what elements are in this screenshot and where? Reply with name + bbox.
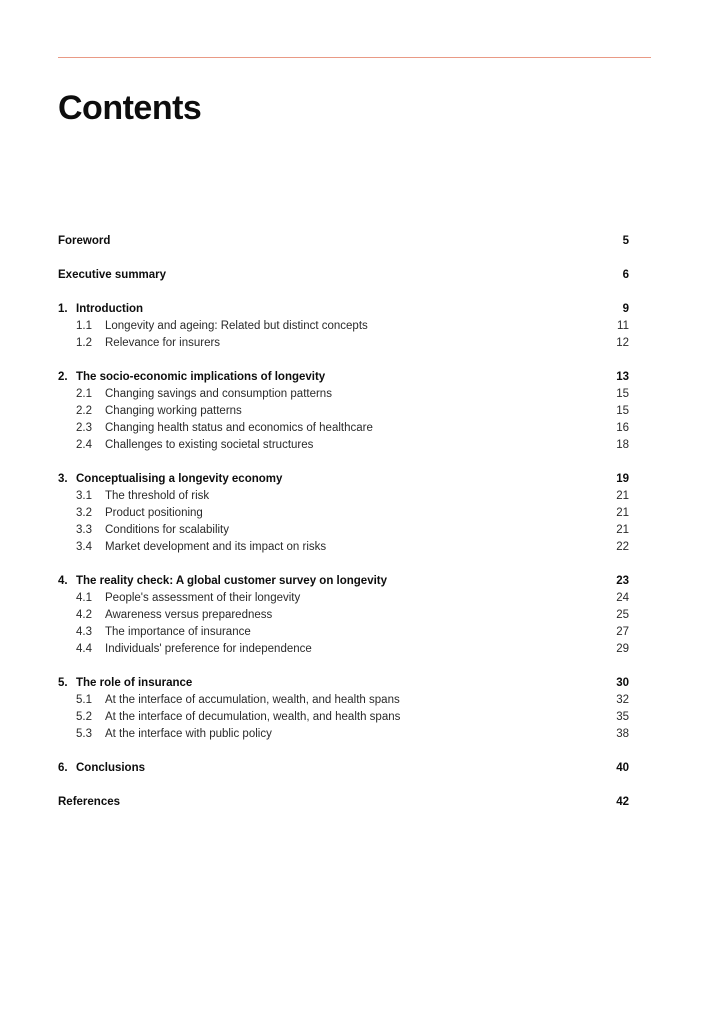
toc-subsection-page: 29 (616, 643, 629, 655)
header-rule (58, 57, 651, 58)
toc-subsection-4-1[interactable] (58, 590, 629, 607)
toc-subsection-number: 2.2 (76, 405, 92, 417)
toc-subsection-number: 4.4 (76, 643, 92, 655)
toc-subsection-number: 3.3 (76, 524, 92, 536)
toc-section-label: Conceptualising a longevity economy (76, 473, 283, 485)
toc-section-page: 40 (616, 762, 629, 774)
toc-subsection-number: 3.1 (76, 490, 92, 502)
toc-section-page: 13 (616, 371, 629, 383)
toc-subsection-4-2[interactable] (58, 607, 629, 624)
toc-subsection-4-3[interactable] (58, 624, 629, 641)
toc-section-page: 19 (616, 473, 629, 485)
toc-subsection-label: At the interface of decumulation, wealth, and health spans (105, 711, 401, 723)
toc-section-1[interactable] (58, 301, 629, 318)
toc-subsection-number: 3.2 (76, 507, 92, 519)
toc-section-number: 6. (58, 762, 68, 774)
toc-subsection-number: 4.3 (76, 626, 92, 638)
toc-section-label: Conclusions (76, 762, 146, 774)
toc-subsection-label: Changing working patterns (105, 405, 242, 417)
toc-entry-page: 5 (622, 235, 629, 247)
toc-subsection-page: 32 (616, 694, 629, 706)
toc-subsection-label: The threshold of risk (105, 490, 210, 502)
toc-section-label: The reality check: A global customer survey on longevity (76, 575, 388, 587)
toc-subsection-number: 2.1 (76, 388, 92, 400)
toc-section-number: 2. (58, 371, 68, 383)
toc-section-page: 30 (616, 677, 629, 689)
toc-section-label: Introduction (76, 303, 144, 315)
toc-subsection-5-2[interactable] (58, 709, 629, 726)
toc-subsection-2-2[interactable] (58, 403, 629, 420)
toc-subsection-3-1[interactable] (58, 488, 629, 505)
toc-entry-page: 42 (616, 796, 629, 808)
toc-subsection-3-3[interactable] (58, 522, 629, 539)
toc-entry-foreword[interactable] (58, 233, 629, 250)
toc-subsection-2-1[interactable] (58, 386, 629, 403)
toc-subsection-3-4[interactable] (58, 539, 629, 556)
toc-subsection-label: At the interface of accumulation, wealth, and health spans (105, 694, 400, 706)
toc-subsection-5-1[interactable] (58, 692, 629, 709)
toc-subsection-number: 5.1 (76, 694, 92, 706)
toc-subsection-page: 21 (616, 490, 629, 502)
toc-entry-references[interactable] (58, 794, 629, 811)
toc-section-label: The role of insurance (76, 677, 193, 689)
toc-entry-label: Foreword (58, 235, 111, 247)
toc-subsection-label: At the interface with public policy (105, 728, 272, 740)
toc-subsection-number: 3.4 (76, 541, 92, 553)
toc-subsection-page: 16 (616, 422, 629, 434)
toc-subsection-number: 5.3 (76, 728, 92, 740)
toc-section-number: 1. (58, 303, 68, 315)
toc-subsection-page: 18 (616, 439, 629, 451)
toc-subsection-2-3[interactable] (58, 420, 629, 437)
toc-section-number: 4. (58, 575, 68, 587)
toc-sections (58, 301, 629, 794)
toc-section-number: 3. (58, 473, 68, 485)
toc-subsection-label: People's assessment of their longevity (105, 592, 301, 604)
toc-subsection-5-3[interactable] (58, 726, 629, 743)
page-title: Contents (58, 89, 202, 127)
toc-subsection-page: 11 (617, 320, 629, 332)
toc-subsection-page: 22 (616, 541, 629, 553)
toc-section-5[interactable] (58, 675, 629, 692)
toc-section-page: 23 (616, 575, 629, 587)
toc-subsection-label: Relevance for insurers (105, 337, 221, 349)
toc-subsection-2-4[interactable] (58, 437, 629, 454)
toc-subsection-page: 27 (616, 626, 629, 638)
toc-section-4[interactable] (58, 573, 629, 590)
toc-subsection-3-2[interactable] (58, 505, 629, 522)
toc-subsection-number: 2.4 (76, 439, 92, 451)
toc-subsection-label: Product positioning (105, 507, 203, 519)
toc-subsection-label: The importance of insurance (105, 626, 251, 638)
toc-subsection-page: 15 (616, 405, 629, 417)
toc-entry-label: Executive summary (58, 269, 167, 281)
table-of-contents (58, 233, 629, 811)
toc-subsection-label: Awareness versus preparedness (105, 609, 273, 621)
toc-entry-page: 6 (622, 269, 629, 281)
toc-subsection-page: 21 (616, 524, 629, 536)
toc-entry-label: References (58, 796, 121, 808)
toc-subsection-number: 5.2 (76, 711, 92, 723)
toc-subsection-label: Conditions for scalability (105, 524, 230, 536)
toc-subsection-label: Individuals' preference for independence (105, 643, 312, 655)
toc-section-3[interactable] (58, 471, 629, 488)
toc-subsection-page: 24 (616, 592, 629, 604)
toc-subsection-label: Market development and its impact on risks (105, 541, 327, 553)
toc-subsection-page: 25 (616, 609, 629, 621)
toc-section-label: The socio-economic implications of longevity (76, 371, 326, 383)
toc-section-6[interactable] (58, 760, 629, 777)
toc-subsection-label: Challenges to existing societal structures (105, 439, 314, 451)
toc-subsection-page: 12 (616, 337, 629, 349)
toc-subsection-number: 1.1 (76, 320, 92, 332)
toc-subsection-4-4[interactable] (58, 641, 629, 658)
toc-section-2[interactable] (58, 369, 629, 386)
toc-subsection-number: 4.2 (76, 609, 92, 621)
toc-subsection-number: 1.2 (76, 337, 92, 349)
toc-subsection-1-1[interactable] (58, 318, 629, 335)
toc-section-number: 5. (58, 677, 68, 689)
toc-subsection-1-2[interactable] (58, 335, 629, 352)
toc-subsection-number: 4.1 (76, 592, 92, 604)
toc-subsection-label: Longevity and ageing: Related but distinct concepts (105, 320, 368, 332)
toc-subsection-page: 21 (616, 507, 629, 519)
toc-subsection-label: Changing savings and consumption patterns (105, 388, 332, 400)
toc-section-page: 9 (622, 303, 629, 315)
toc-subsection-page: 35 (616, 711, 629, 723)
toc-entry-executive-summary[interactable] (58, 267, 629, 284)
toc-subsection-page: 15 (616, 388, 629, 400)
toc-subsection-number: 2.3 (76, 422, 92, 434)
toc-subsection-label: Changing health status and economics of healthcare (105, 422, 373, 434)
toc-subsection-page: 38 (616, 728, 629, 740)
